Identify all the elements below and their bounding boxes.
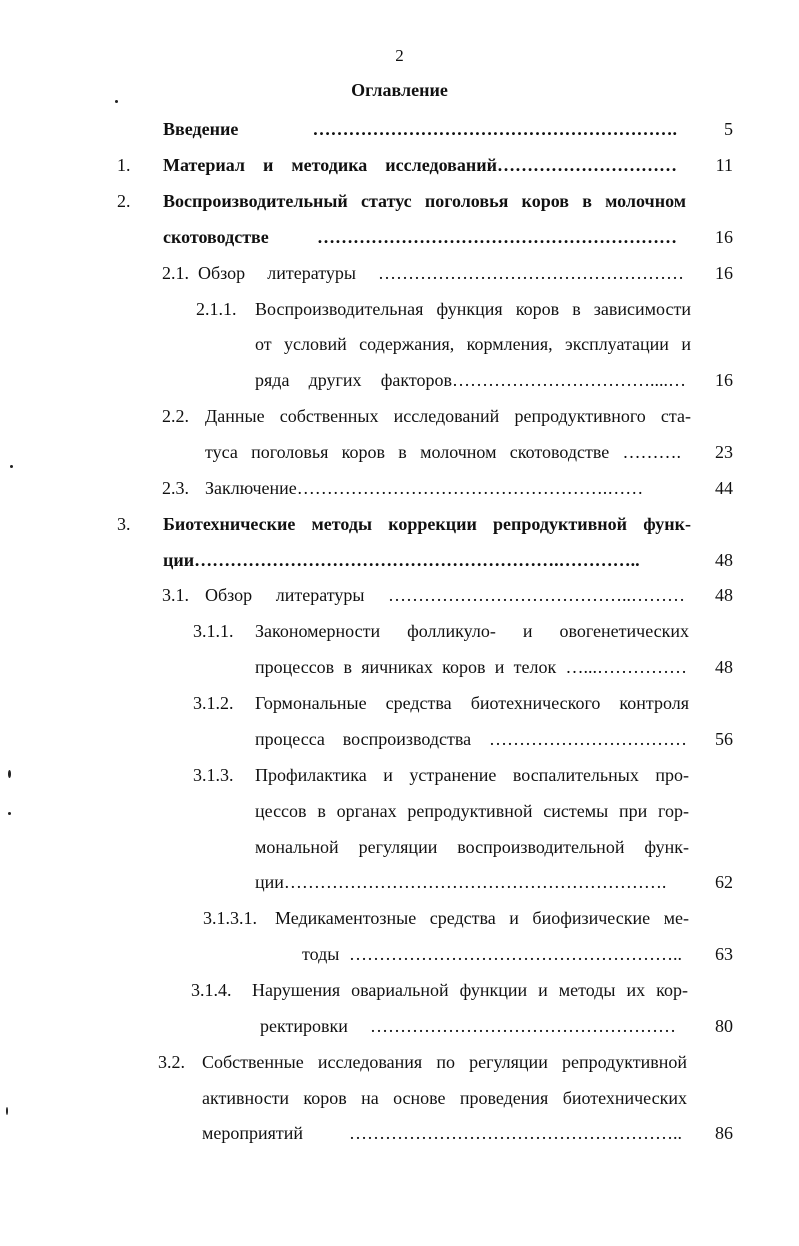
toc-entry-3-1-3-title-line1[interactable]: Профилактика и устранение воспалительных про- [255,765,689,785]
toc-entry-intro-title[interactable]: Введение ……………………………………………………. [163,119,677,139]
toc-entry-3-1-3-1-title-line2[interactable]: тоды ……………………………………………….. [302,944,682,964]
toc-entry-1-number: 1. [117,155,131,175]
toc-entry-3-2-title-line1[interactable]: Собственные исследования по регуляции репродуктивной [202,1052,687,1072]
toc-entry-2-title-line2[interactable]: скотоводстве …………………………………………………… [163,227,677,247]
toc-entry-3-1-number: 3.1. [162,585,189,605]
toc-entry-3-1-3-title-line3[interactable]: мональной регуляции воспроизводительной функ- [255,837,689,857]
toc-entry-3-1-4-title-line1[interactable]: Нарушения овариальной функции и методы их кор- [252,980,688,1000]
toc-heading: Оглавление [351,80,448,100]
toc-entry-3-title-line2[interactable]: ции…………………………………………………….………….. [163,550,640,570]
scan-speck [115,100,118,103]
toc-entry-2-2-page: 23 [715,442,733,462]
toc-entry-1-page: 11 [715,155,733,175]
scan-speck [8,770,11,778]
toc-entry-3-1-3-1-page: 63 [715,944,733,964]
toc-entry-3-page: 48 [715,550,733,570]
toc-entry-2-1-1-page: 16 [715,370,733,390]
toc-entry-3-1-title[interactable]: Обзор литературы …………………………………..……… [205,585,685,605]
toc-entry-3-1-3-title-line2[interactable]: цессов в органах репродуктивной системы при гор- [255,801,689,821]
toc-entry-3-1-2-title-line2[interactable]: процесса воспроизводства …………………………… [255,729,687,749]
toc-entry-2-number: 2. [117,191,131,211]
toc-entry-2-page: 16 [715,227,733,247]
scan-speck [10,465,13,468]
toc-entry-3-number: 3. [117,514,131,534]
toc-entry-3-1-3-1-title-line1[interactable]: Медикаментозные средства и биофизические ме- [275,908,689,928]
toc-entry-3-1-2-number: 3.1.2. [193,693,234,713]
toc-entry-2-title-line1[interactable]: Воспроизводительный статус поголовья коров в молочном [163,191,686,211]
toc-entry-3-2-title-line3[interactable]: мероприятий ……………………………………………….. [202,1123,682,1143]
toc-entry-1-title[interactable]: Материал и методика исследований………………………… [163,155,677,175]
toc-entry-3-1-4-number: 3.1.4. [191,980,232,1000]
toc-entry-2-2-title-line1[interactable]: Данные собственных исследований репродуктивного ста- [205,406,691,426]
toc-entry-3-1-2-title-line1[interactable]: Гормональные средства биотехнического контроля [255,693,689,713]
toc-entry-intro-page: 5 [724,119,733,139]
toc-entry-2-1-1-title-line2[interactable]: от условий содержания, кормления, эксплуатации и [255,334,691,354]
toc-entry-3-1-4-page: 80 [715,1016,733,1036]
toc-entry-2-1-1-title-line1[interactable]: Воспроизводительная функция коров в зависимости [255,299,691,319]
toc-entry-3-1-1-number: 3.1.1. [193,621,234,641]
toc-entry-3-2-title-line2[interactable]: активности коров на основе проведения биотехнических [202,1088,687,1108]
toc-entry-2-1-1-title-line3[interactable]: ряда других факторов……………………………....… [255,370,686,390]
toc-entry-2-1-title[interactable]: Обзор литературы …………………………………………… [198,263,684,283]
toc-entry-3-1-3-number: 3.1.3. [193,765,234,785]
page-number: 2 [395,46,404,65]
toc-entry-3-1-4-title-line2[interactable]: ректировки …………………………………………… [260,1016,676,1036]
toc-entry-2-3-title[interactable]: Заключение…………………………………………….…… [205,478,644,498]
toc-entry-2-1-number: 2.1. [162,263,189,283]
scan-speck [8,812,11,815]
toc-entry-3-1-3-title-line4[interactable]: ции………………………………………………………. [255,872,667,892]
toc-entry-2-1-1-number: 2.1.1. [196,299,237,319]
toc-entry-2-1-page: 16 [715,263,733,283]
toc-entry-3-1-3-page: 62 [715,872,733,892]
toc-entry-3-1-3-1-number: 3.1.3.1. [203,908,257,928]
toc-entry-3-1-1-title-line1[interactable]: Закономерности фолликуло- и овогенетических [255,621,689,641]
toc-entry-3-1-2-page: 56 [715,729,733,749]
toc-entry-3-2-page: 86 [715,1123,733,1143]
toc-entry-3-1-1-page: 48 [715,657,733,677]
scan-speck [6,1107,8,1115]
toc-entry-3-title-line1[interactable]: Биотехнические методы коррекции репродуктивной функ- [163,514,691,534]
toc-entry-2-2-number: 2.2. [162,406,189,426]
toc-entry-3-1-1-title-line2[interactable]: процессов в яичниках коров и телок …...…………… [255,657,687,677]
toc-entry-2-3-page: 44 [715,478,733,498]
toc-entry-3-2-number: 3.2. [158,1052,185,1072]
toc-entry-3-1-page: 48 [715,585,733,605]
toc-entry-2-2-title-line2[interactable]: туса поголовья коров в молочном скотоводстве ………. [205,442,681,462]
toc-entry-2-3-number: 2.3. [162,478,189,498]
